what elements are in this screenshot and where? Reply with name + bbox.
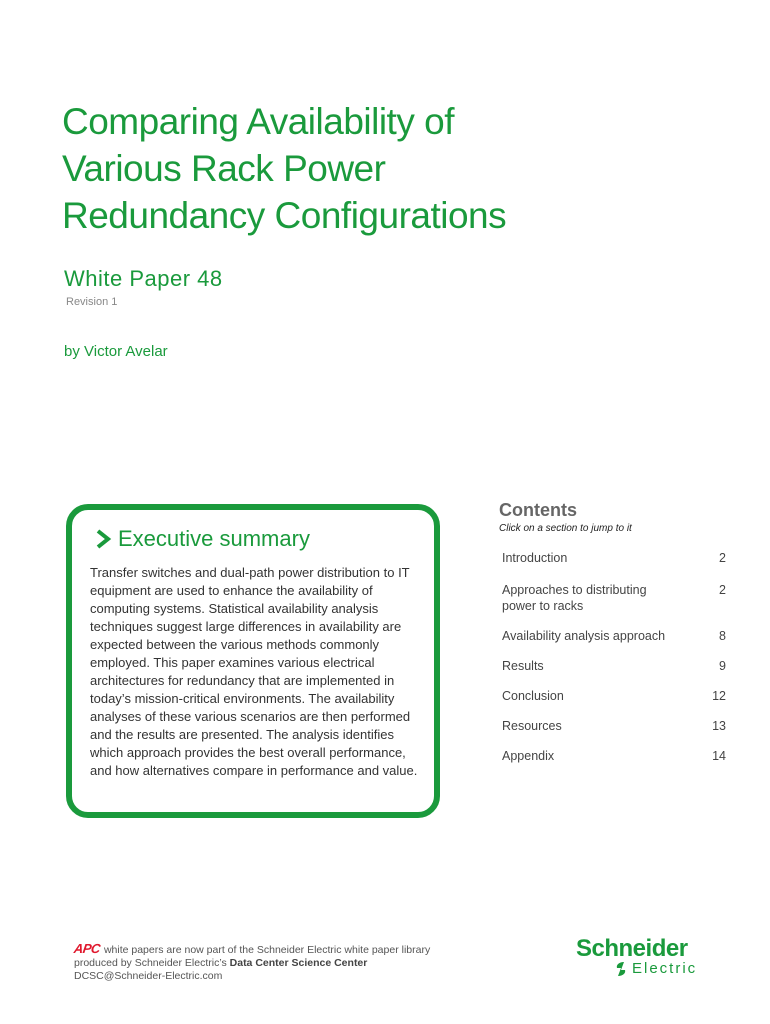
toc-item-results[interactable] xyxy=(502,658,726,674)
executive-summary-text: Transfer switches and dual-path power distribution to IT equipment are used to enhance the availability of computing systems. Statistical availability analysis techniques suggest large differences in availability are expected between the various methods commonly employed. This paper examines various electrical architectures for redundancy that are implemented in today’s mission-critical environments. The availability analyses of these various scenarios are then performed and the results are presented. The analysis identifies which approach provides the best overall performance, and how alternatives compare in performance and value. xyxy=(90,565,418,778)
revision-label: Revision 1 xyxy=(66,296,118,308)
footer-science-center: Data Center Science Center xyxy=(229,957,368,969)
footer-email[interactable]: DCSC@Schneider-Electric.com xyxy=(74,970,223,982)
toc-item-label: Appendix xyxy=(502,749,555,763)
chevron-right-icon xyxy=(94,528,112,550)
executive-summary-heading xyxy=(94,526,310,552)
toc-item-page: 12 xyxy=(712,689,726,703)
footer-note xyxy=(74,942,430,983)
toc-item-page: 2 xyxy=(719,583,726,597)
title-line-1: Comparing Availability of xyxy=(62,101,454,142)
contents-instruction: Click on a section to jump to it xyxy=(499,523,632,534)
toc-item-conclusion[interactable] xyxy=(502,688,726,704)
toc-item-label: Approaches to distributing power to racks xyxy=(502,583,647,613)
footer-produced-by: produced by Schneider Electric’s xyxy=(74,957,230,969)
apc-logo: APC xyxy=(72,941,102,956)
toc-item-introduction[interactable] xyxy=(502,550,726,566)
toc-item-page: 13 xyxy=(712,719,726,733)
toc-item-label: Results xyxy=(502,659,544,673)
footer-line-2 xyxy=(74,957,430,970)
life-is-on-icon xyxy=(612,960,630,978)
toc-item-label: Availability analysis approach xyxy=(502,629,666,643)
toc-item-resources[interactable] xyxy=(502,718,726,734)
toc-item-appendix[interactable] xyxy=(502,748,726,764)
executive-summary-title: Executive summary xyxy=(118,526,310,551)
electric-wordmark: Electric xyxy=(632,960,698,977)
footer-line-1 xyxy=(74,942,430,957)
schneider-wordmark: Schneider xyxy=(576,935,688,962)
toc-item-page: 14 xyxy=(712,749,726,763)
toc-item-page: 9 xyxy=(719,659,726,673)
table-of-contents xyxy=(502,550,726,764)
toc-item-label: Conclusion xyxy=(502,689,564,703)
toc-item-availability-analysis[interactable] xyxy=(502,628,726,644)
footer-library-text: white papers are now part of the Schneider Electric white paper library xyxy=(103,944,431,956)
schneider-electric-logo xyxy=(576,935,716,981)
white-paper-number: White Paper 48 xyxy=(64,266,223,291)
title-line-3: Redundancy Configurations xyxy=(62,195,507,236)
author-byline: by Victor Avelar xyxy=(64,343,168,360)
toc-item-approaches[interactable] xyxy=(502,582,726,614)
toc-item-label: Introduction xyxy=(502,551,568,565)
toc-item-label: Resources xyxy=(502,719,562,733)
title-line-2: Various Rack Power xyxy=(62,148,386,189)
document-title xyxy=(62,98,622,239)
contents-title: Contents xyxy=(499,500,577,520)
toc-item-page: 8 xyxy=(719,629,726,643)
toc-item-page: 2 xyxy=(719,551,726,565)
executive-summary-box xyxy=(66,504,440,818)
